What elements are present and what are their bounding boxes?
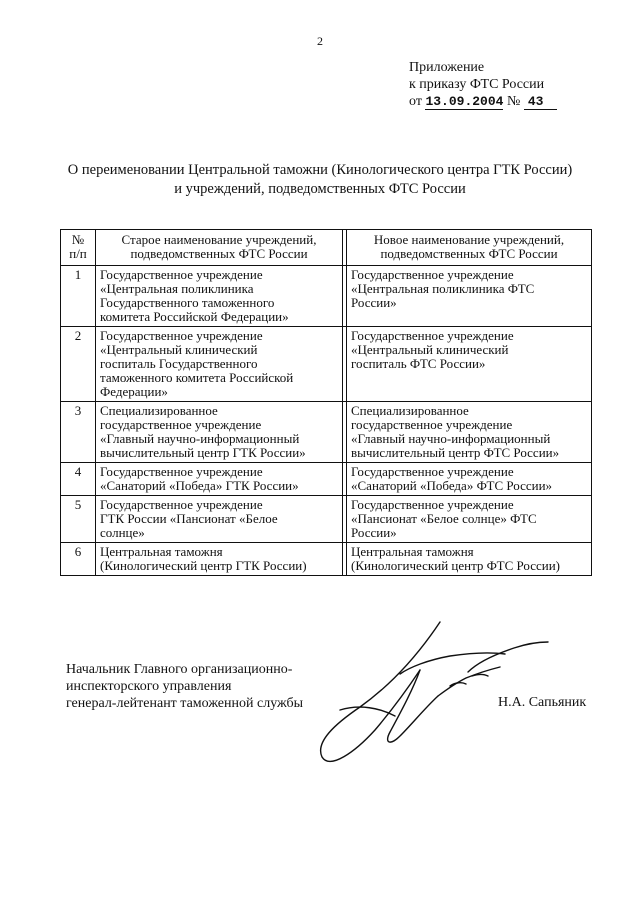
old-name-line: Специализированное bbox=[100, 403, 218, 418]
new-name-line: вычислительный центр ФТС России» bbox=[351, 445, 560, 460]
old-name-line: Государственное учреждение bbox=[100, 497, 263, 512]
old-name-line: государственное учреждение bbox=[100, 417, 262, 432]
header-old-name bbox=[96, 230, 343, 266]
old-name-line: (Кинологический центр ГТК России) bbox=[100, 558, 307, 573]
date-prefix: от bbox=[409, 94, 422, 109]
new-name-line: «Санаторий «Победа» ФТС России» bbox=[351, 478, 553, 493]
new-name-line: «Центральная поликлиника ФТС bbox=[351, 281, 535, 296]
header-new-line-1: Новое наименование учреждений, bbox=[373, 232, 565, 247]
signoff-position-line-2: инспекторского управления bbox=[66, 679, 232, 694]
old-name-line: вычислительный центр ГТК России» bbox=[100, 445, 306, 460]
table-header-row bbox=[61, 230, 592, 266]
table-row bbox=[61, 327, 592, 402]
old-name-cell bbox=[96, 266, 343, 327]
row-number: 2 bbox=[61, 327, 96, 402]
new-name-line: Специализированное bbox=[351, 403, 469, 418]
old-name-line: комитета Российской Федерации» bbox=[100, 309, 289, 324]
old-name-line: Государственное учреждение bbox=[100, 328, 263, 343]
annex-order-ref: к приказу ФТС России bbox=[409, 77, 545, 92]
table-row bbox=[61, 463, 592, 496]
old-name-cell bbox=[96, 496, 343, 543]
old-name-line: таможенного комитета Российской bbox=[100, 370, 294, 385]
table-row bbox=[61, 402, 592, 463]
old-name-line: «Санаторий «Победа» ГТК России» bbox=[100, 478, 299, 493]
old-name-cell bbox=[96, 402, 343, 463]
old-name-line: Федерации» bbox=[100, 384, 168, 399]
signoff-block bbox=[66, 661, 303, 712]
table-body bbox=[61, 266, 592, 576]
handwritten-signature bbox=[300, 612, 560, 772]
renaming-table bbox=[60, 229, 592, 576]
new-name-line: Государственное учреждение bbox=[351, 497, 514, 512]
old-name-line: ГТК России «Пансионат «Белое bbox=[100, 511, 278, 526]
header-number-line-2: п/п bbox=[69, 246, 87, 261]
new-name-cell bbox=[347, 496, 592, 543]
header-new-line-2: подведомственных ФТС России bbox=[380, 246, 558, 261]
new-name-line: России» bbox=[351, 525, 397, 540]
new-name-line: «Пансионат «Белое солнце» ФТС bbox=[351, 511, 537, 526]
table-row bbox=[61, 266, 592, 327]
title-line-2: и учреждений, подведомственных ФТС России bbox=[174, 181, 466, 197]
table-row bbox=[61, 496, 592, 543]
new-name-line: Государственное учреждение bbox=[351, 328, 514, 343]
old-name-line: «Главный научно-информационный bbox=[100, 431, 300, 446]
signoff-rank: генерал-лейтенант таможенной службы bbox=[66, 696, 304, 711]
header-old-line-2: подведомственных ФТС России bbox=[130, 246, 308, 261]
old-name-line: «Центральная поликлиника bbox=[100, 281, 254, 296]
old-name-cell bbox=[96, 543, 343, 576]
title-line-1: О переименовании Центральной таможни (Кинологического центра ГТК России) bbox=[67, 162, 573, 178]
annex-date-line bbox=[409, 93, 557, 110]
new-name-line: России» bbox=[351, 295, 397, 310]
old-name-line: Центральная таможня bbox=[100, 544, 223, 559]
new-name-line: госпиталь ФТС России» bbox=[351, 356, 486, 371]
old-name-line: солнце» bbox=[100, 525, 145, 540]
new-name-line: (Кинологический центр ФТС России) bbox=[351, 558, 560, 573]
order-date: 13.09.2004 bbox=[425, 94, 504, 109]
old-name-line: «Центральный клинический bbox=[100, 342, 258, 357]
annex-header bbox=[409, 59, 557, 110]
row-number: 6 bbox=[61, 543, 96, 576]
table-row bbox=[61, 543, 592, 576]
old-name-line: Государственное учреждение bbox=[100, 267, 263, 282]
signer-name: Н.А. Сапьяник bbox=[498, 695, 587, 710]
new-name-line: Центральная таможня bbox=[351, 544, 474, 559]
order-number: 43 bbox=[524, 95, 558, 110]
number-prefix: № bbox=[506, 94, 521, 109]
row-number: 5 bbox=[61, 496, 96, 543]
new-name-cell bbox=[347, 543, 592, 576]
new-name-cell bbox=[347, 463, 592, 496]
new-name-line: Государственное учреждение bbox=[351, 267, 514, 282]
annex-title: Приложение bbox=[409, 60, 485, 75]
old-name-line: Государственное учреждение bbox=[100, 464, 263, 479]
row-number: 1 bbox=[61, 266, 96, 327]
new-name-line: «Главный научно-информационный bbox=[351, 431, 551, 446]
new-name-line: государственное учреждение bbox=[351, 417, 513, 432]
old-name-line: госпиталь Государственного bbox=[100, 356, 258, 371]
new-name-cell bbox=[347, 327, 592, 402]
header-new-name bbox=[347, 230, 592, 266]
old-name-cell bbox=[96, 463, 343, 496]
header-number bbox=[61, 230, 96, 266]
new-name-line: «Центральный клинический bbox=[351, 342, 509, 357]
header-old-line-1: Старое наименование учреждений, bbox=[121, 232, 317, 247]
old-name-line: Государственного таможенного bbox=[100, 295, 275, 310]
signoff-position-line-1: Начальник Главного организационно- bbox=[66, 662, 293, 677]
new-name-cell bbox=[347, 266, 592, 327]
row-number: 3 bbox=[61, 402, 96, 463]
header-number-line-1: № bbox=[71, 232, 85, 247]
page-number: 2 bbox=[317, 34, 323, 48]
document-title bbox=[0, 161, 640, 199]
new-name-line: Государственное учреждение bbox=[351, 464, 514, 479]
old-name-cell bbox=[96, 327, 343, 402]
row-number: 4 bbox=[61, 463, 96, 496]
new-name-cell bbox=[347, 402, 592, 463]
